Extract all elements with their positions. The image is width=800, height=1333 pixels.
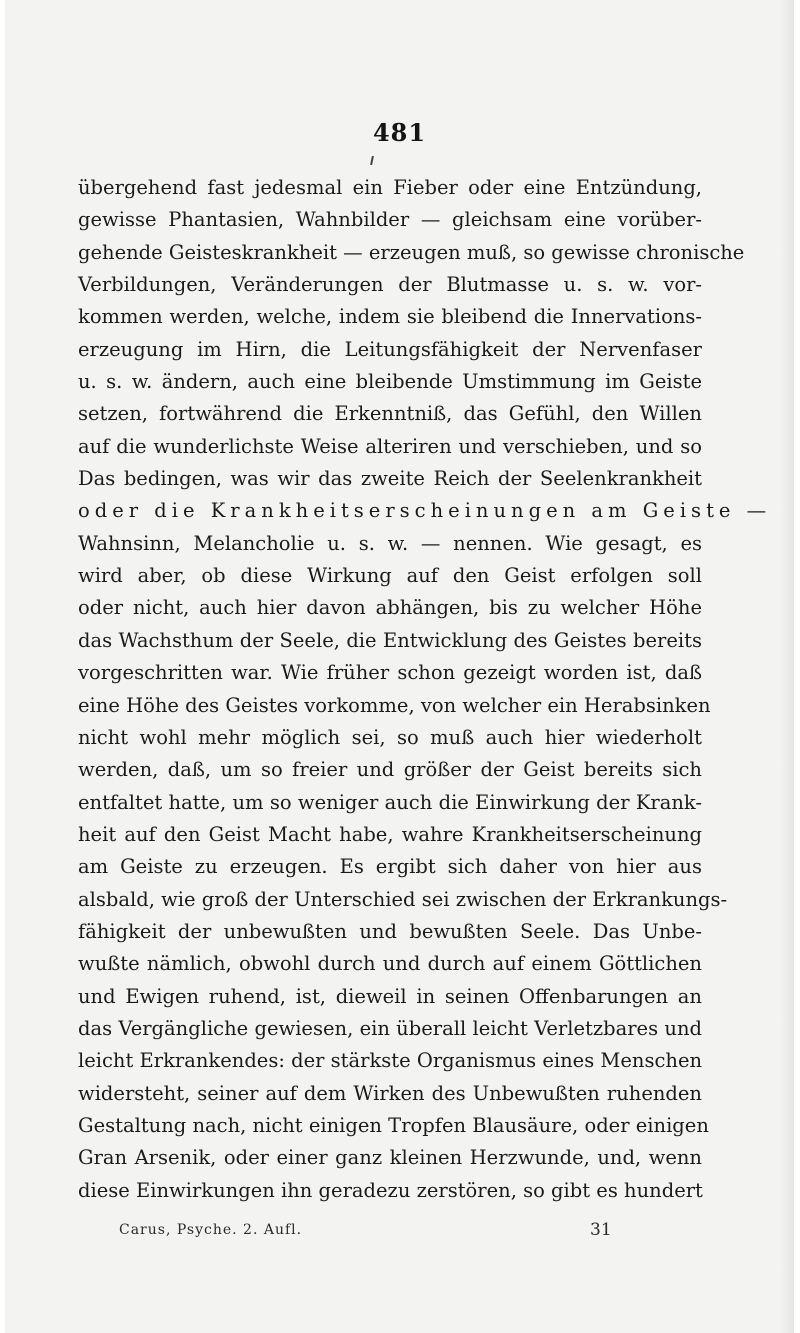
text-line: gehende Geisteskrankheit — erzeugen muß, so gewisse chronische xyxy=(78,240,745,264)
text-line: nicht wohl mehr möglich sei, so muß auch hier wiederholt xyxy=(78,725,702,749)
text-line: entfaltet hatte, um so weniger auch die Einwirkung der Krank- xyxy=(78,790,702,814)
text-line: das Wachsthum der Seele, die Entwicklung des Geistes bereits xyxy=(78,628,702,652)
text-line: Das bedingen, was wir das zweite Reich der Seelenkrankheit xyxy=(78,467,702,491)
footer-signature: Carus, Psyche. 2. Aufl. xyxy=(119,1222,303,1238)
text-line: widersteht, seiner auf dem Wirken des Unbewußten ruhenden xyxy=(78,1081,702,1105)
text-line: heit auf den Geist Macht habe, wahre Krankheitserscheinung xyxy=(78,822,702,846)
text-line: Wahnsinn, Melancholie u. s. w. — nennen. Wie gesagt, es xyxy=(78,531,702,555)
body-text xyxy=(78,172,772,1207)
text-line: am Geiste zu erzeugen. Es ergibt sich daher von hier aus xyxy=(78,855,702,879)
text-line: wußte nämlich, obwohl durch und durch auf einem Göttlichen xyxy=(78,952,702,976)
sheet-number: 31 xyxy=(590,1220,612,1240)
text-line-emphasized: oder die Krankheitserscheinungen am Geiste — xyxy=(78,499,772,523)
text-line: wird aber, ob diese Wirkung auf den Geist erfolgen soll xyxy=(78,564,702,588)
text-line: Gestaltung nach, nicht einigen Tropfen Blausäure, oder einigen xyxy=(78,1113,709,1137)
book-page xyxy=(5,0,794,1333)
text-line: setzen, fortwährend die Erkenntniß, das Gefühl, den Willen xyxy=(78,402,702,426)
text-line: kommen werden, welche, indem sie bleibend die Innervations- xyxy=(78,305,702,329)
text-line: gewisse Phantasien, Wahnbilder — gleichsam eine vorüber- xyxy=(78,208,702,232)
text-line: das Vergängliche gewiesen, ein überall leicht Verletzbares und xyxy=(78,1016,702,1040)
text-line: und Ewigen ruhend, ist, dieweil in seinen Offenbarungen an xyxy=(78,984,702,1008)
text-line: auf die wunderlichste Weise alteriren und verschieben, und so xyxy=(78,434,702,458)
text-line: diese Einwirkungen ihn geradezu zerstören, so gibt es hundert xyxy=(78,1178,703,1202)
text-line: alsbald, wie groß der Unterschied sei zwischen der Erkrankungs- xyxy=(78,887,728,911)
text-line: oder nicht, auch hier davon abhängen, bis zu welcher Höhe xyxy=(78,596,702,620)
page-footer xyxy=(5,1222,794,1246)
text-line: werden, daß, um so freier und größer der Geist bereits sich xyxy=(78,758,702,782)
page-number: 481 xyxy=(372,118,427,147)
text-line: vorgeschritten war. Wie früher schon gezeigt worden ist, daß xyxy=(78,661,702,685)
text-line: eine Höhe des Geistes vorkomme, von welcher ein Herabsinken xyxy=(78,693,711,717)
text-line: Verbildungen, Veränderungen der Blutmasse u. s. w. vor- xyxy=(78,273,702,297)
text-line: Gran Arsenik, oder einer ganz kleinen Herzwunde, und, wenn xyxy=(78,1146,702,1170)
text-line: fähigkeit der unbewußten und bewußten Seele. Das Unbe- xyxy=(78,919,702,943)
text-line: leicht Erkrankendes: der stärkste Organismus eines Menschen xyxy=(78,1049,703,1073)
print-mark xyxy=(370,156,374,165)
text-line: übergehend fast jedesmal ein Fieber oder eine Entzündung, xyxy=(78,176,702,199)
text-line: erzeugung im Hirn, die Leitungsfähigkeit der Nervenfaser xyxy=(78,337,702,361)
text-line: u. s. w. ändern, auch eine bleibende Umstimmung im Geiste xyxy=(78,370,702,394)
